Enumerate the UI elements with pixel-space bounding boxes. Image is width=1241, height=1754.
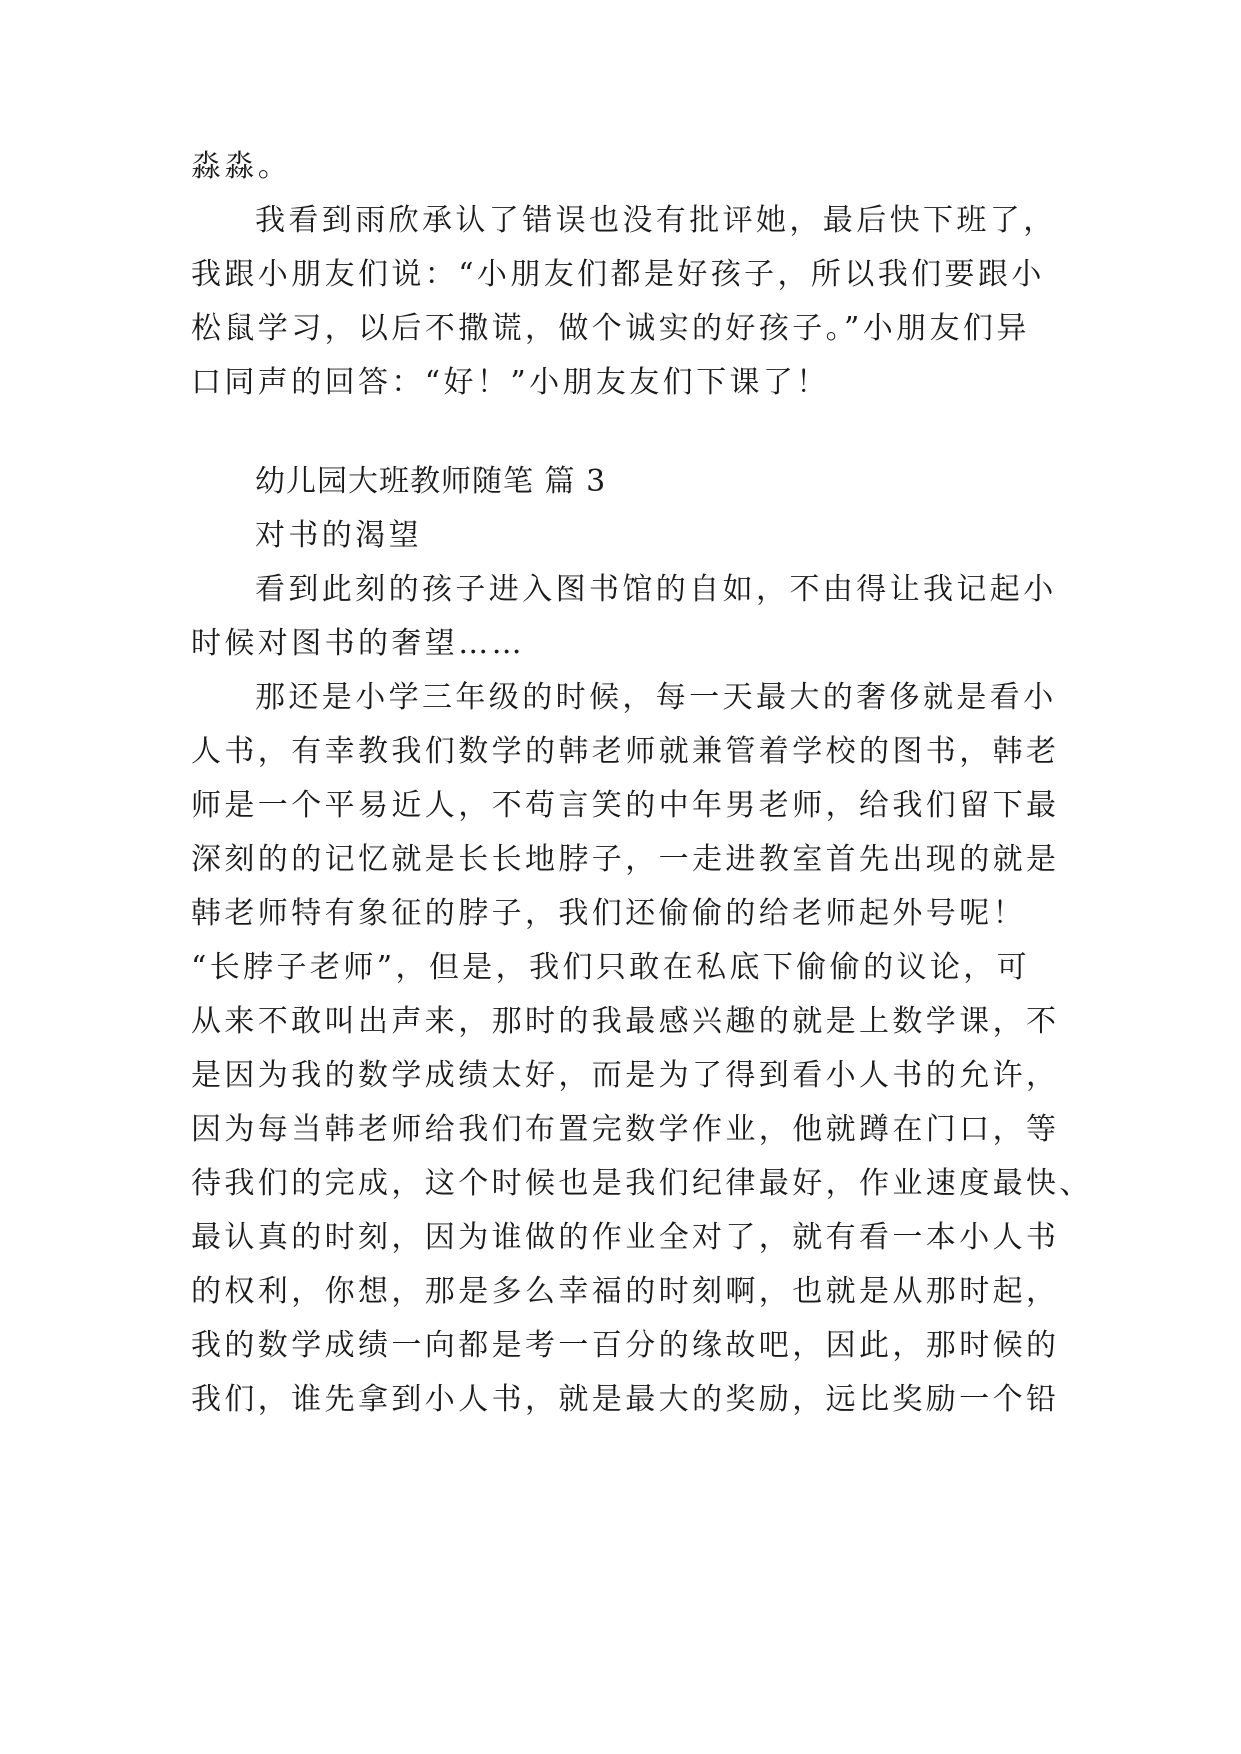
text-line: 我跟小朋友们说：“小朋友们都是好孩子，所以我们要跟小 (191, 257, 1045, 292)
text-line: 因为每当韩老师给我们布置完数学作业，他就蹲在门口，等 (191, 1112, 1060, 1147)
text-line: 口同声的回答：“好！”小朋友友们下课了！ (191, 365, 830, 400)
text-line: 我的数学成绩一向都是考一百分的缘故吧，因此，那时候的 (191, 1328, 1060, 1363)
text-line: 最认真的时刻，因为谁做的作业全对了，就有看一本小人书 (191, 1220, 1060, 1255)
text-line: 待我们的完成，这个时候也是我们纪律最好，作业速度最快、 (191, 1166, 1093, 1201)
section-subtitle: 对书的渴望 (255, 518, 422, 553)
section-heading: 幼儿园大班教师随笔 篇 3 (255, 464, 607, 499)
text-line: 师是一个平易近人，不苟言笑的中年男老师，给我们留下最 (191, 788, 1060, 823)
text-line: 从来不敢叫出声来，那时的我最感兴趣的就是上数学课，不 (191, 1004, 1060, 1039)
text-line: 深刻的的记忆就是长长地脖子，一走进教室首先出现的就是 (191, 842, 1060, 877)
text-line: “长脖子老师”，但是，我们只敢在私底下偷偷的议论，可 (191, 950, 1031, 985)
text-line: 淼淼。 (191, 149, 292, 184)
text-line: 松鼠学习，以后不撒谎，做个诚实的好孩子。”小朋友们异 (191, 311, 1030, 346)
text-line: 时候对图书的奢望…… (191, 626, 525, 661)
paragraph-start-line: 那还是小学三年级的时候，每一天最大的奢侈就是看小 (255, 680, 1057, 715)
text-line: 人书，有幸教我们数学的韩老师就兼管着学校的图书，韩老 (191, 734, 1060, 769)
text-line: 是因为我的数学成绩太好，而是为了得到看小人书的允许， (191, 1058, 1060, 1093)
text-line: 我们，谁先拿到小人书，就是最大的奖励，远比奖励一个铅 (191, 1382, 1060, 1417)
text-line: 的权利，你想，那是多么幸福的时刻啊，也就是从那时起， (191, 1274, 1060, 1309)
paragraph-start-line: 看到此刻的孩子进入图书馆的自如，不由得让我记起小 (255, 572, 1057, 607)
text-line: 韩老师特有象征的脖子，我们还偷偷的给老师起外号呢！ (191, 896, 1026, 931)
paragraph-start-line: 我看到雨欣承认了错误也没有批评她，最后快下班了， (255, 203, 1057, 238)
